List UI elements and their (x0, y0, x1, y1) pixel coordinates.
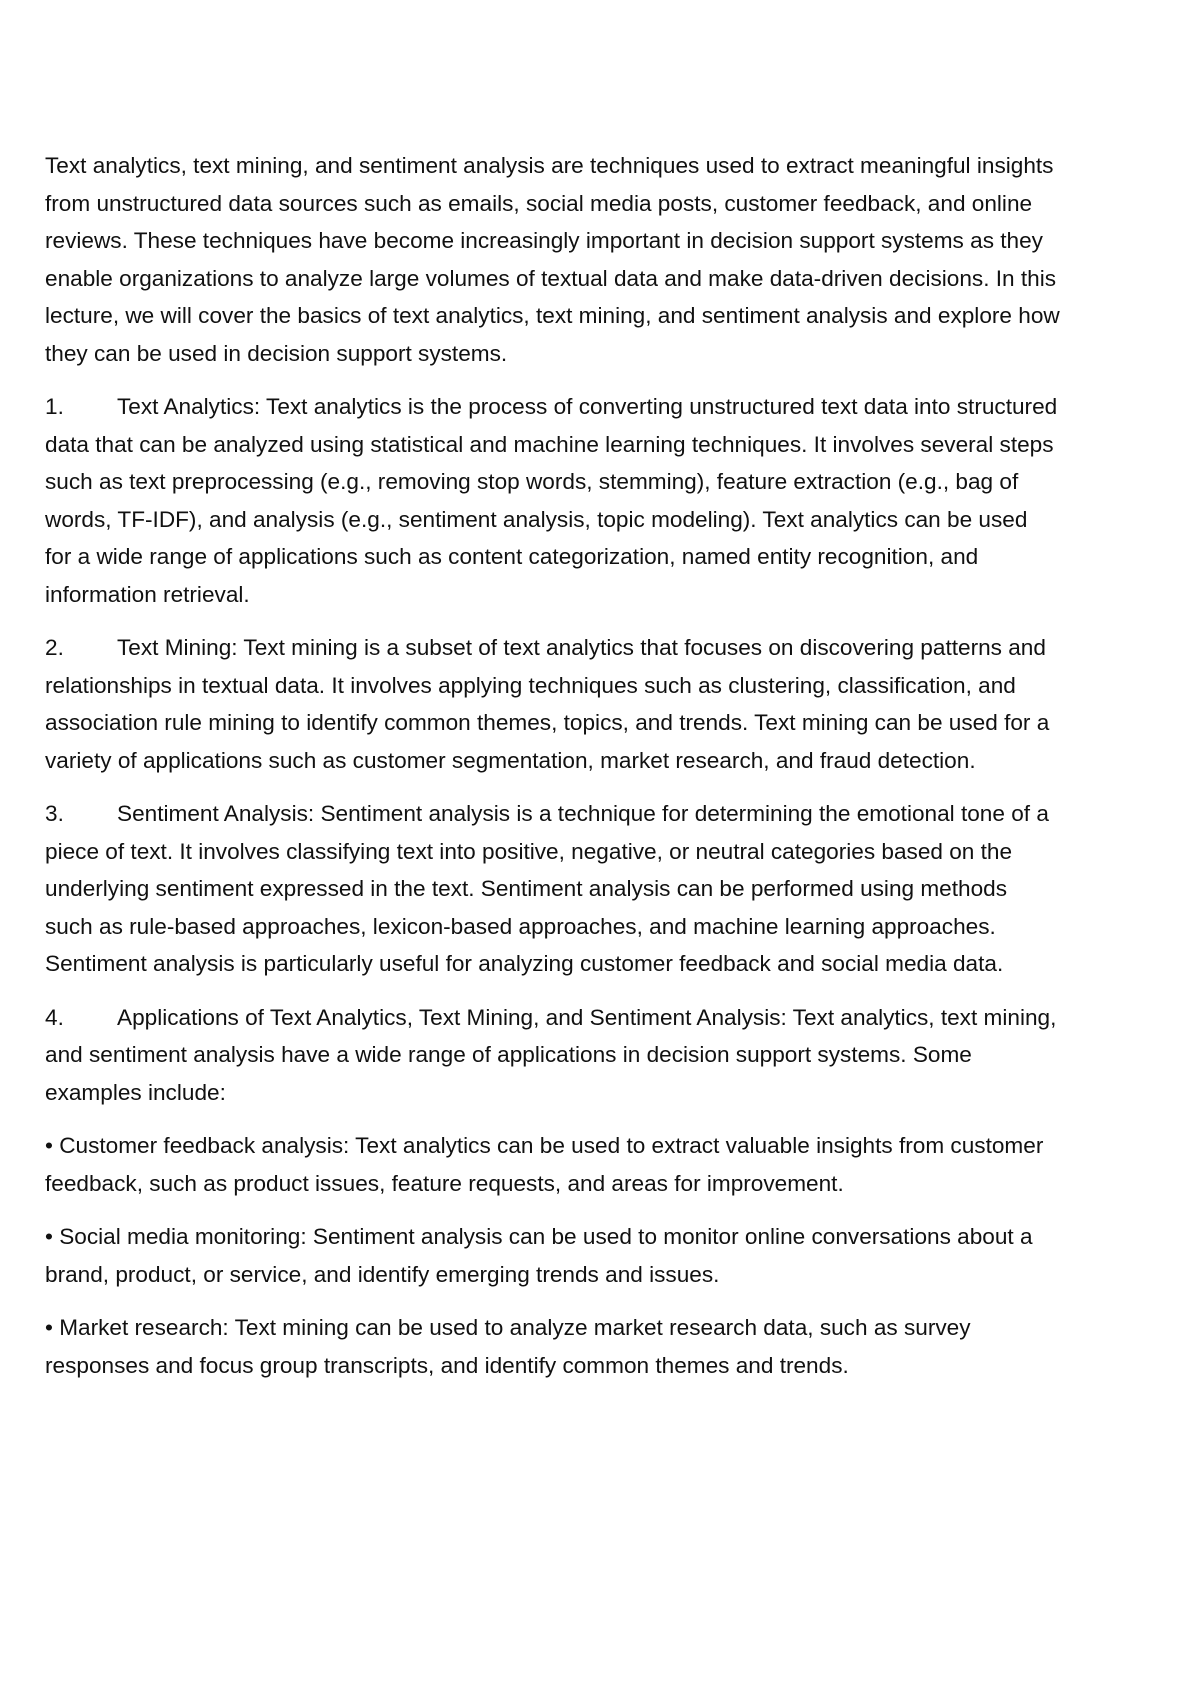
bullet-item-market-research (45, 1309, 1060, 1384)
bullet-text: Market research: Text mining can be used to analyze market research data, such as survey responses and focus group transcripts, and identify common themes and trends. (45, 1315, 971, 1378)
item-text: Text Mining: Text mining is a subset of text analytics that focuses on discovering patterns and relationships in textual data. It involves applying techniques such as clustering, classification, and association rule mining to identify common themes, topics, and trends. Text mining can be used for a variety of applications such as customer segmentation, market research, and fraud detection. (45, 635, 1050, 773)
item-text: Sentiment Analysis: Sentiment analysis is a technique for determining the emotional tone of a piece of text. It involves classifying text into positive, negative, or neutral categories based on the underlying sentiment expressed in the text. Sentiment analysis can be performed using methods such as rule-based approaches, lexicon-based approaches, and machine learning approaches. Sentiment analysis is particularly useful for analyzing customer feedback and social media data. (45, 801, 1049, 976)
bullet-icon: • (45, 1224, 53, 1249)
numbered-item-sentiment-analysis (45, 795, 1060, 983)
item-text: Text Analytics: Text analytics is the process of converting unstructured text data into structured data that can be analyzed using statistical and machine learning techniques. It involves several steps such as text preprocessing (e.g., removing stop words, stemming), feature extraction (e.g., bag of words, TF-IDF), and analysis (e.g., sentiment analysis, topic modeling). Text analytics can be used for a wide range of applications such as content categorization, named entity recognition, and information retrieval. (45, 394, 1058, 607)
bullet-icon: • (45, 1315, 53, 1340)
numbered-item-applications (45, 999, 1060, 1112)
numbered-item-text-analytics (45, 388, 1060, 613)
numbered-item-text-mining (45, 629, 1060, 779)
bullet-text: Customer feedback analysis: Text analytics can be used to extract valuable insights from customer feedback, such as product issues, feature requests, and areas for improvement. (45, 1133, 1044, 1196)
item-number: 1. (45, 394, 64, 419)
bullet-text: Social media monitoring: Sentiment analysis can be used to monitor online conversations about a brand, product, or service, and identify emerging trends and issues. (45, 1224, 1033, 1287)
bullet-icon: • (45, 1133, 53, 1158)
intro-paragraph: Text analytics, text mining, and sentiment analysis are techniques used to extract meaningful insights from unstructured data sources such as emails, social media posts, customer feedback, and online reviews. These techniques have become increasingly important in decision support systems as they enable organizations to analyze large volumes of textual data and make data-driven decisions. In this lecture, we will cover the basics of text analytics, text mining, and sentiment analysis and explore how they can be used in decision support systems. (45, 153, 1060, 366)
item-number: 2. (45, 635, 64, 660)
item-number: 3. (45, 801, 64, 826)
bullet-item-customer-feedback (45, 1127, 1060, 1202)
item-number: 4. (45, 1004, 64, 1030)
item-text: Applications of Text Analytics, Text Mining, and Sentiment Analysis: Text analytics, text mining, and sentiment analysis have a wide range of applications in decision support systems. Some examples include: (45, 1004, 1057, 1105)
bullet-item-social-media (45, 1218, 1060, 1293)
